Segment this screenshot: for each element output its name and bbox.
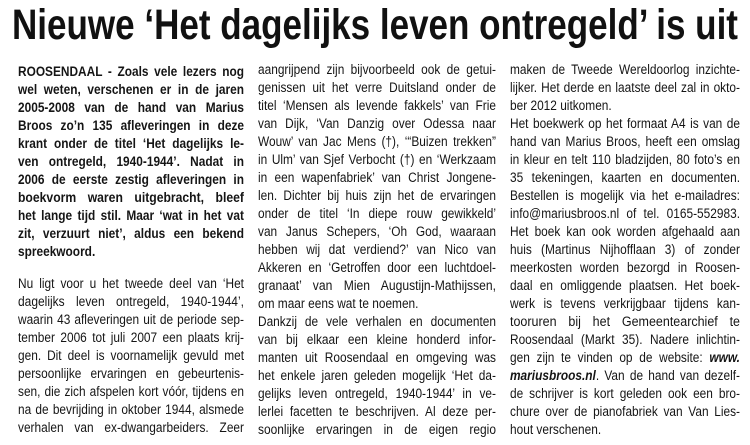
text-line	[258, 259, 496, 277]
text-line-content: boekvorm waren uitgebracht, bleef	[18, 190, 244, 205]
article-column	[510, 61, 740, 439]
text-line-content: lijker. Het derde en laatste deel zal in okto-	[510, 80, 740, 95]
text-line	[258, 313, 496, 331]
text-line	[258, 97, 496, 115]
text-line	[18, 63, 244, 81]
text-line	[258, 331, 496, 349]
text-line	[510, 385, 740, 403]
text-line-content	[510, 367, 740, 385]
text-line-content: granaat’ van Mien Augustijn-Mathijssen,	[258, 278, 496, 293]
body-paragraph	[510, 61, 740, 115]
text-line-content: het lange tijd stil. Maar ‘wat in het vat	[18, 208, 244, 223]
text-line	[258, 385, 496, 403]
text-line	[18, 99, 244, 117]
text-line	[510, 349, 740, 367]
text-line	[258, 403, 496, 421]
text-line	[510, 97, 740, 115]
text-line-content: na de bevrijding in oktober 1944, alsmede	[18, 402, 244, 417]
text-line-content: soonlijke ervaringen in de eigen regio	[258, 422, 496, 437]
text-line-content: Dankzij de vele verhalen en documenten	[258, 314, 496, 329]
text-line	[510, 259, 740, 277]
text-line-content: Roosendaal (Markt 35). Nadere inlichtin-	[510, 332, 740, 347]
text-line	[258, 79, 496, 97]
text-line-content: van bij elkaar een kleine honderd infor-	[258, 332, 496, 347]
text-line	[18, 81, 244, 99]
body-paragraph	[258, 313, 496, 439]
text-line	[18, 189, 244, 207]
text-line	[258, 187, 496, 205]
text-line-content: Bestellen is mogelijk via het e-mailadres:	[510, 188, 740, 203]
text-segment: gen zijn te vinden op de website:	[510, 350, 710, 365]
text-line-content: hand van Marius Broos, heeft een omslag	[510, 134, 740, 149]
text-line-content: de schrijver is kort geleden ook een bro-	[510, 386, 740, 401]
body-paragraph	[510, 115, 740, 439]
text-line-content: Wouw’ van Jac Mens (†), ‘“Buizen trekken”	[258, 134, 496, 149]
text-line	[258, 421, 496, 439]
text-line	[510, 205, 740, 223]
text-line	[258, 367, 496, 385]
text-line-content: ber 2012 uitkomen.	[510, 98, 612, 113]
text-line-content: maken de Tweede Wereldoorlog inzichte-	[510, 62, 740, 77]
text-line	[18, 207, 244, 225]
text-line-content: Nu ligt voor u het tweede deel van ‘Het	[18, 276, 244, 291]
text-line-content: werk is tevens verkrijgbaar tijdens kan-	[510, 296, 740, 311]
text-line	[510, 223, 740, 241]
text-line-content: hebben wij dat verdiend?’ van Nico van	[258, 242, 496, 257]
text-line-content: 2005-2008 van de hand van Marius	[18, 100, 244, 115]
text-line	[258, 115, 496, 133]
text-line-content: sen, die zich afspelen kort vóór, tijdens en	[18, 384, 244, 399]
text-line-content: dagelijks leven ontregeld, 1940-1944’,	[18, 294, 244, 309]
text-line-content: manten uit Roosendaal en omgeving was	[258, 350, 496, 365]
text-line	[18, 153, 244, 171]
text-line-content: van Dijk, ‘Van Danzig over Odessa naar	[258, 116, 496, 131]
text-line	[258, 241, 496, 259]
text-line-content: chure over de pianofabriek van Van Lies-	[510, 404, 740, 419]
text-line-content: Het boekwerk op het formaat A4 is van de	[510, 116, 740, 131]
text-line	[258, 349, 496, 367]
text-line	[510, 133, 740, 151]
text-line	[510, 115, 740, 133]
text-line	[258, 295, 496, 313]
text-line-content: zit, verzuurt niet’, aldus een bekend	[18, 226, 244, 241]
text-line-content: tooruren bij het Gemeentearchief te	[510, 314, 740, 329]
text-line	[258, 169, 496, 187]
text-line	[510, 403, 740, 421]
text-line-content: van Janus Schepers, ‘Oh God, waaraan	[258, 224, 496, 239]
text-line-content: onder de titel ‘In diepe rouw gewikkeld’	[258, 206, 496, 221]
article-column	[18, 63, 244, 437]
text-line-content: info@mariusbroos.nl of tel. 0165-552983.	[510, 206, 740, 221]
text-line	[18, 293, 244, 311]
text-line	[258, 277, 496, 295]
website-text: mariusbroos.nl	[510, 368, 596, 383]
text-line-content: Broos zo’n 135 afleveringen in deze	[18, 118, 244, 133]
website-text: www.	[709, 350, 740, 365]
text-line-content: het enkele jaren geleden mogelijk ‘Het da-	[258, 368, 496, 383]
text-line-content: lerlei facetten te beschrijven. Al deze per-	[258, 404, 496, 419]
text-line	[510, 61, 740, 79]
text-line	[510, 295, 740, 313]
text-line	[18, 347, 244, 365]
body-paragraph	[258, 61, 496, 313]
text-line-content: ven ontregeld, 1940-1944’. Nadat in	[18, 154, 244, 169]
text-line	[18, 419, 244, 437]
text-line-content: 35 tekeningen, kaarten en documenten.	[510, 170, 740, 185]
text-line	[18, 329, 244, 347]
text-line-content: 2006 de eerste zestig afleveringen in	[18, 172, 244, 187]
text-line-content: aangrijpend zijn bijvoorbeeld ook de getui-	[258, 62, 496, 77]
text-line	[510, 241, 740, 259]
text-line-content: persoonlijke ervaringen en gebeurtenis-	[18, 366, 244, 381]
text-line	[510, 169, 740, 187]
text-line	[510, 151, 740, 169]
text-line-content: hout verschenen.	[510, 422, 602, 437]
text-line	[18, 311, 244, 329]
text-line-content: Het boek kan ook worden afgehaald aan	[510, 224, 740, 239]
text-line-content: huis (Martinus Nijhofflaan 3) of zonder	[510, 242, 740, 257]
text-line	[18, 383, 244, 401]
text-line-content: genissen uit het verre Duitsland onder de	[258, 80, 496, 95]
text-line-content: len. Dichter bij huis zijn het de ervaringen	[258, 188, 496, 203]
text-line-content: titel ‘Mensen als levende fakkels’ van Frie	[258, 98, 496, 113]
text-line	[258, 205, 496, 223]
text-line-content: gen. Dit deel is voornamelijk gevuld met	[18, 348, 244, 363]
text-line-content: ROOSENDAAL - Zoals vele lezers nog	[18, 64, 244, 79]
text-line	[510, 277, 740, 295]
text-line-content: om maar eens wat te noemen.	[258, 296, 419, 311]
text-line-content: wel weten, verschenen er in de jaren	[18, 82, 244, 97]
text-line	[18, 365, 244, 383]
text-line	[18, 275, 244, 293]
text-line-content: daal en omliggende plaatsen. Het boek-	[510, 278, 740, 293]
text-line	[510, 313, 740, 331]
text-line-content: verhalen van ex-dwangarbeiders. Zeer	[18, 420, 244, 435]
text-line	[18, 117, 244, 135]
text-line	[18, 135, 244, 153]
headline: Nieuwe ‘Het dagelijks leven ontregeld’ is uit	[12, 1, 738, 49]
text-line	[18, 401, 244, 419]
text-line	[258, 133, 496, 151]
text-line-content: gelijks leven ontregeld, 1940-1944’ in ve-	[258, 386, 496, 401]
text-line-content: waarin 43 afleveringen uit de periode sep-	[18, 312, 244, 327]
body-paragraph	[18, 275, 244, 437]
text-line	[18, 243, 244, 261]
text-line-content: spreekwoord.	[18, 244, 96, 259]
text-line	[510, 421, 740, 439]
article-column	[258, 61, 496, 439]
text-line	[258, 61, 496, 79]
lead-paragraph	[18, 63, 244, 261]
text-line-content: krant onder de titel ‘Het dagelijks le-	[18, 136, 244, 151]
text-line-content: in een wapenfabriek’ van Christ Jongene-	[258, 170, 496, 185]
text-line-content: Akkeren en ‘Getroffen door een luchtdoel-	[258, 260, 496, 275]
text-line	[510, 79, 740, 97]
text-line-content: meerkosten worden bezorgd in Roosen-	[510, 260, 740, 275]
text-line	[258, 223, 496, 241]
text-line-content: tember 2006 tot juli 2007 een plaats krij-	[18, 330, 244, 345]
text-line-content: in Ulm’ van Sjef Verbocht (†) en ‘Werkzaam	[258, 152, 496, 167]
text-segment: . Van de hand van dezelf-	[595, 368, 740, 383]
text-line	[510, 367, 740, 385]
text-line	[258, 151, 496, 169]
text-line	[510, 331, 740, 349]
text-line	[18, 225, 244, 243]
text-line	[510, 187, 740, 205]
text-line-content	[510, 349, 740, 367]
text-line-content: in kleur en telt 110 bladzijden, 80 foto’s en	[510, 152, 740, 167]
text-line	[18, 171, 244, 189]
